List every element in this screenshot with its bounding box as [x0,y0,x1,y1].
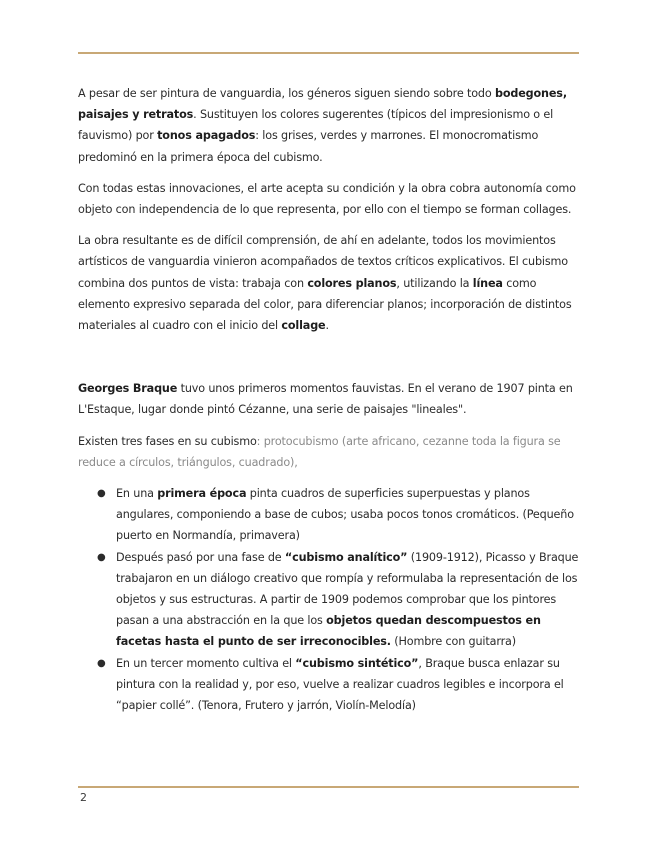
document-body [78,83,580,716]
bold-text: collage [281,319,326,333]
text: (Hombre con guitarra) [390,635,516,649]
text: , Braque busca enlazar su pintura con la realidad y, por eso, vuelve a realizar cuadros legibles e incorpora el “papier collé”. (Tenora, Frutero y jarrón, Violín-Melodía) [116,656,564,713]
text: como elemento expresivo separada del color, para diferenciar planos; incorporación de distintos materiales al cuadro con el inicio del [78,276,572,333]
bold-text: Georges Braque [78,382,178,396]
paragraph-comprehension [78,230,580,336]
bold-text: colores planos [307,276,397,290]
page-number: 2 [80,791,87,804]
text: : los grises, verdes y marrones. El monocromatismo predominó en la primera época del cubismo. [78,129,539,164]
paragraph-phases [78,431,580,473]
bold-text: bodegones, paisajes y retratos [78,87,567,122]
muted-text: : protocubismo (arte africano, cezanne toda la figura se reduce a círculos, triángulos, cuadrado), [78,434,561,469]
text: Existen tres fases en su cubismo [78,434,257,448]
bold-text: “cubismo sintético” [295,656,419,670]
text: La obra resultante es de difícil comprensión, de ahí en adelante, todos los movimientos artísticos de vanguardia vinieron acompañados de textos críticos explicativos. El cubismo combina dos puntos de vista: trabaja con [78,234,568,290]
footer-rule [78,786,579,788]
text: (1909-1912), Picasso y Braque trabajaron en un diálogo creativo que rompía y reformulaba la representación de los objetos y sus estructuras. A partir de 1909 podemos comprobar que los pintores pasan a una abstracción en la que los [116,550,579,628]
text: Después pasó por una fase de [116,550,285,564]
text: , utilizando la [396,276,473,290]
bold-text: objetos quedan descompuestos en facetas hasta el punto de ser irreconocibles. [116,614,541,649]
bullet-icon: ● [97,551,106,563]
bold-text: línea [472,276,503,290]
text: En una [116,487,158,501]
bold-text: tonos apagados [157,129,256,143]
paragraph-braque [78,378,580,420]
text: . Sustituyen los colores sugerentes (típicos del impresionismo o el fauvismo) por [78,108,554,143]
bullet-icon: ● [97,488,106,500]
text: pinta cuadros de superficies superpuestas y planos angulares, componiendo a base de cubos; usaba pocos tonos cromáticos. (Pequeño puerto en Normandía, primavera) [116,487,574,543]
phases-list [78,483,580,716]
paragraph-innovations: Con todas estas innovaciones, el arte acepta su condición y la obra cobra autonomía como objeto con independencia de lo que representa, por ello con el tiempo se forman collages. [78,181,576,217]
bold-text: “cubismo analítico” [284,550,408,564]
list-item [78,653,580,717]
list-item [78,547,580,653]
text: En un tercer momento cultiva el [116,656,296,670]
paragraph-genres [78,83,580,168]
text: A pesar de ser pintura de vanguardia, los géneros siguen siendo sobre todo [78,87,495,100]
bullet-icon: ● [97,657,106,669]
bold-text: primera época [157,487,247,501]
text: . [325,319,329,333]
text: tuvo unos primeros momentos fauvistas. En el verano de 1907 pinta en L'Estaque, lugar donde pintó Cézanne, una serie de paisajes "lineales". [78,382,573,417]
header-rule [78,52,579,54]
list-item [78,483,580,547]
